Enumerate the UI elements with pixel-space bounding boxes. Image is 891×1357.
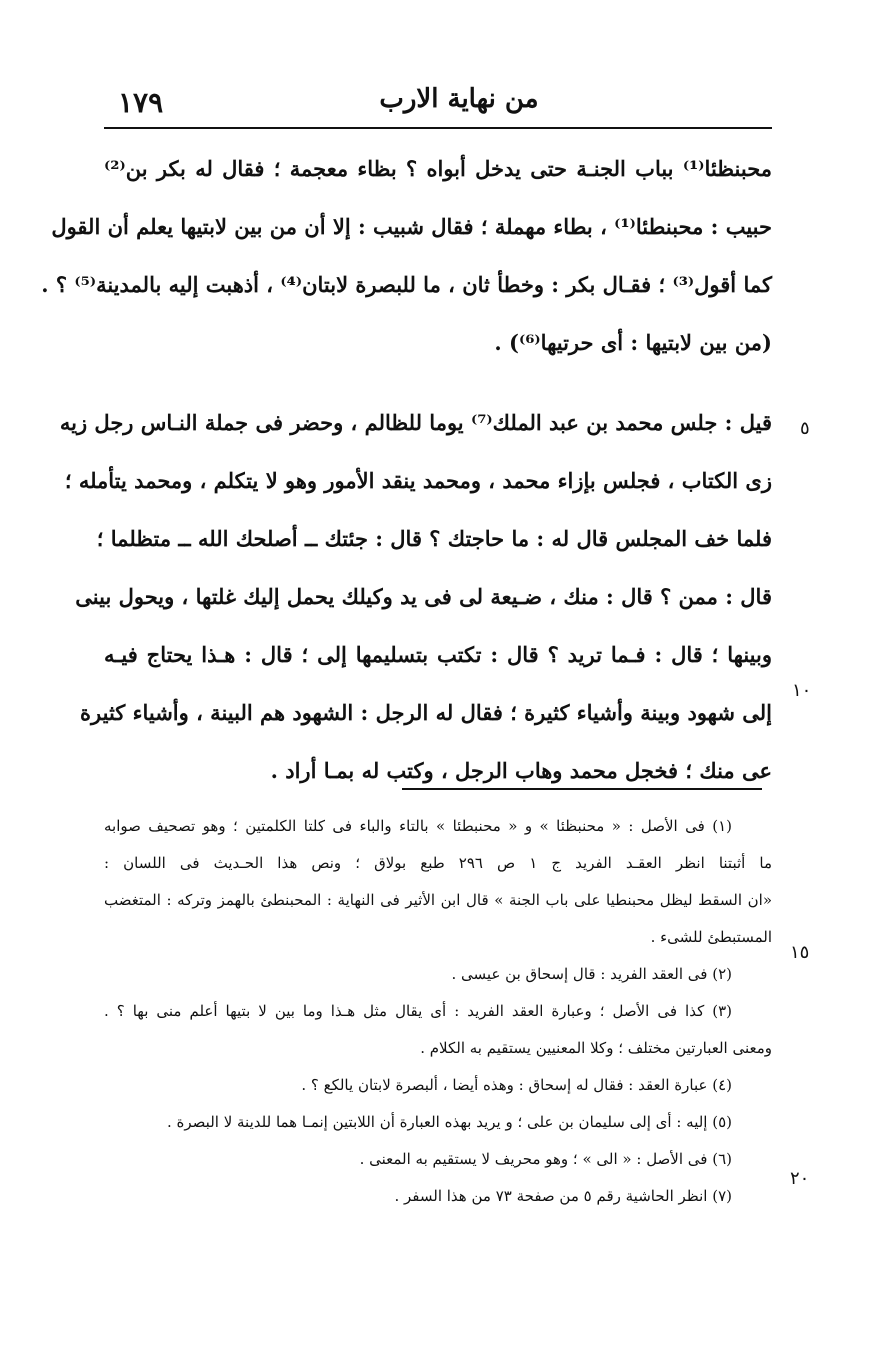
footnote-line: (٦) فى الأصل : « الى » ؛ وهو محريف لا يستقيم به المعنى . (359, 1150, 732, 1168)
footnote-line: ومعنى العبارتين مختلف ؛ وكلا المعنيين يستقيم به الكلام . (420, 1039, 772, 1057)
text-line: قيل : جلس محمد بن عبد الملك⁽⁷⁾ يوما للظالم ، وحضر فى جملة النـاس رجل زيه (59, 410, 772, 435)
footnote-line: (٤) عبارة العقد : فقال له إسحاق : وهذه أيضا ، ألبصرة لابتان يالكع ؟ . (301, 1076, 732, 1094)
text-line: عى منك ؛ فخجل محمد وهاب الرجل ، وكتب له بمـا أراد . (270, 758, 772, 783)
text-line: وبينها ؛ قال : فـما تريد ؟ قال : تكتب بتسليمها إلى ؛ قال : هـذا يحتاج فيـه (104, 642, 772, 667)
footnote-rule (402, 788, 762, 790)
footnote-line: المستبطئ للشىء . (650, 928, 772, 946)
main-text (41, 140, 772, 800)
footnote-line: (١) فى الأصل : « محنبظئا » و « محنبطئا » بالتاء والباء فى كلتا الكلمتين ؛ وهو تصحيف صوابه (104, 817, 732, 835)
running-title: من نهاية الارب (379, 84, 539, 114)
footnote-line: (٧) انظر الحاشية رقم ٥ من صفحة ٧٣ من هذا السفر . (394, 1187, 732, 1205)
line-number-10: ١٠ (792, 680, 812, 701)
footnote-line: ما أثبتنا انظر العقـد الفريد ج ١ ص ٢٩٦ طبع بولاق ؛ ونص هذا الحـديث فى اللسان : (104, 854, 772, 872)
text-line: زى الكتاب ، فجلس بإزاء محمد ، ومحمد ينقد الأمور وهو لا يتكلم ، ومحمد يتأمله ؛ (64, 468, 772, 493)
footnote-line: «ان السقط ليظل محبنطيا على باب الجنة » قال ابن الأثير فى النهاية : المحبنطئ بالهمز وتركه : المتغضب (104, 891, 772, 909)
paragraph-gap (104, 372, 772, 394)
text-line: حبيب : محبنطئا⁽¹⁾ ، بطاء مهملة ؛ فقال شبيب : إلا أن من بين لابتيها يعلم أن القول (51, 214, 772, 239)
text-line: كما أقول⁽³⁾ ؛ فقـال بكر : وخطأ ثان ، ما للبصرة لابتان⁽⁴⁾ ، أذهبت إليه بالمدينة⁽⁵⁾ ؟ . (41, 272, 772, 297)
line-number-5: ٥ (800, 418, 810, 439)
text-line: (من بين لابتيها : أى حرتيها⁽⁶⁾) . (494, 330, 772, 355)
page-number: ١٧٩ (118, 86, 164, 119)
text-line: إلى شهود وبينة وأشياء كثيرة ؛ فقال له الرجل : الشهود هم البينة ، وأشياء كثيرة (80, 700, 772, 725)
footnote-line: (٢) فى العقد الفريد : قال إسحاق بن عيسى . (451, 965, 732, 983)
footnote-line: (٣) كذا فى الأصل ؛ وعبارة العقد الفريد : أى يقال مثل هـذا وما بين لا بتيها أعلم منى بها ؟ . (104, 1002, 732, 1020)
line-number-15: ١٥ (790, 942, 810, 963)
text-line: محبنظئا⁽¹⁾ بباب الجنـة حتى يدخل أبواه ؟ بظاء معجمة ؛ فقال له بكر بن⁽²⁾ (104, 156, 772, 181)
text-line: قال : ممن ؟ قال : منك ، ضـيعة لى فى يد وكيلك يحمل إليك غلتها ، ويحول بينى (75, 584, 772, 609)
page-header (104, 80, 772, 126)
text-line: فلما خف المجلس قال له : ما حاجتك ؟ قال : جئتك ــ أصلحك الله ــ متظلما ؛ (96, 526, 772, 551)
line-number-20: ٢٠ (790, 1168, 810, 1189)
footnotes (104, 808, 772, 1215)
header-rule (104, 127, 772, 129)
footnote-line: (٥) إليه : أى إلى سليمان بن على ؛ و يريد بهذه العبارة أن اللابتين إنمـا هما للدينة لا البصرة . (166, 1113, 732, 1131)
